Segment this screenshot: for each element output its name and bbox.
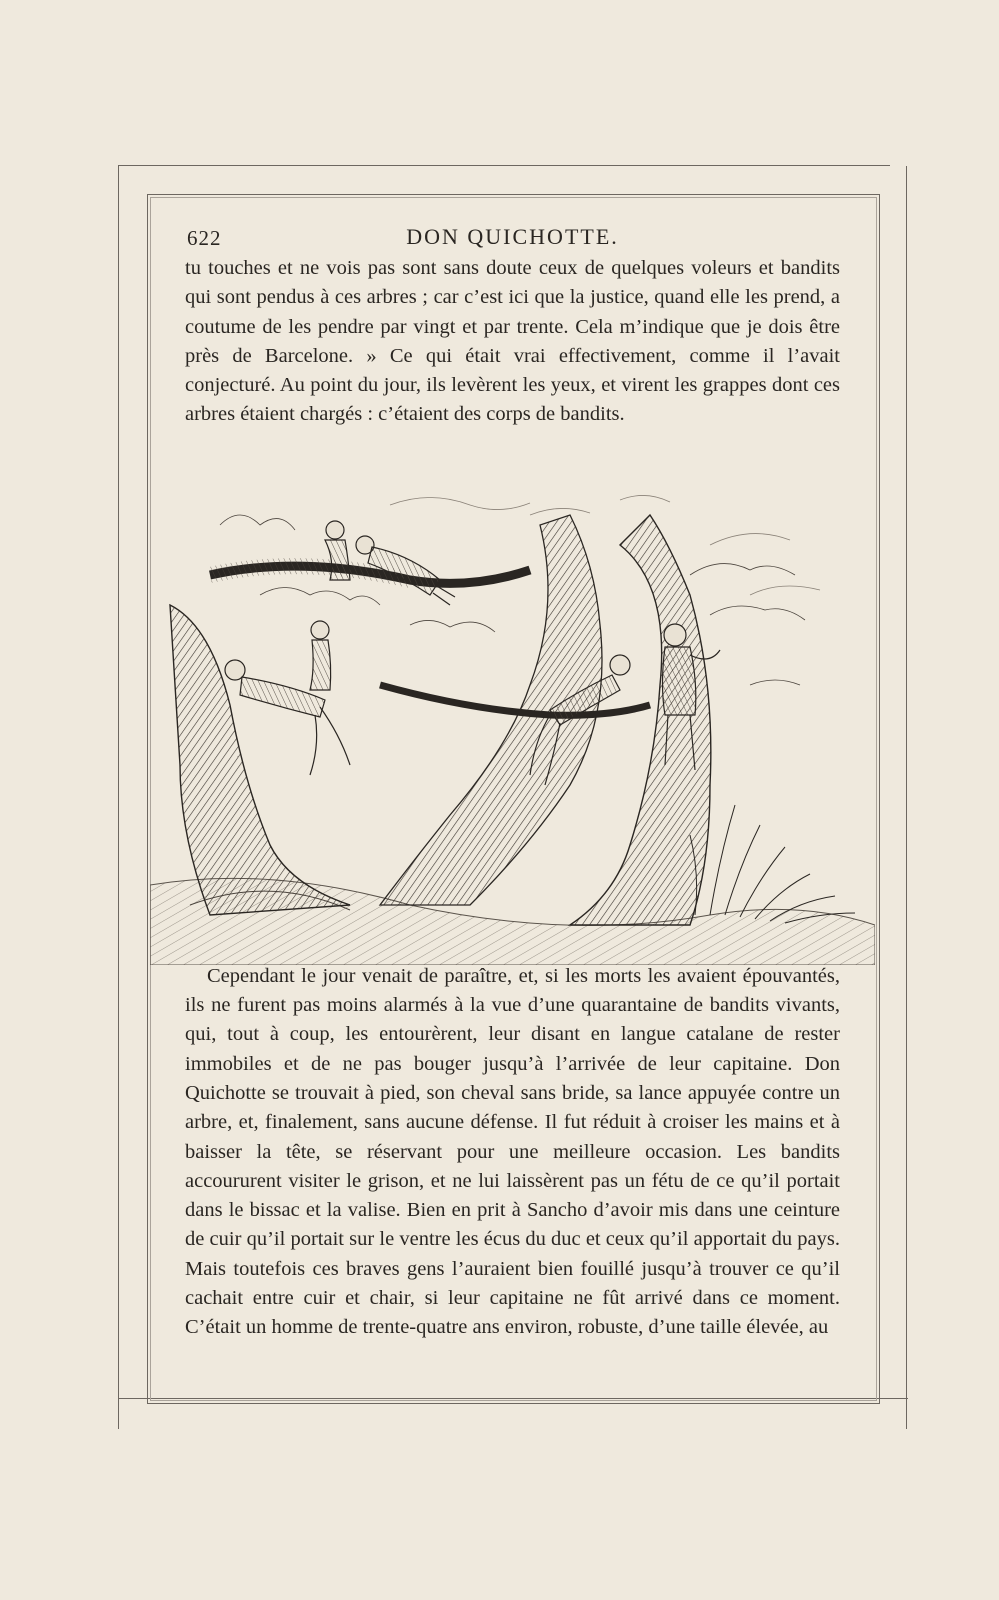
page-number: 622 bbox=[187, 226, 222, 250]
hanging-figure-3 bbox=[225, 660, 350, 775]
hanging-figure-4 bbox=[310, 621, 331, 690]
engraving-illustration bbox=[150, 485, 875, 965]
grass-tufts bbox=[690, 805, 855, 923]
paragraph-2: Cependant le jour venait de paraître, et, si les morts les avaient épouvantés, ils ne furent pas moins alarmés à la vue d’une quarantaine de bandits vivants, qui, tout à coup, les entourèrent, leur disant en langue catalane de rester immobiles et de ne pas bouger jusqu’à l’arrivée de leur capitaine. Don Quichotte se trouvait à pied, son cheval sans bride, sa lance appuyée contre un arbre, et, finalement, sans aucune défense. Il fut réduit à croiser les mains et à baisser la tête, se réservant pour une meilleure occasion. Les bandits accoururent visiter le grison, et ne lui laissèrent pas un fétu de ce qu’il portait dans le bissac et la valise. Bien en prit à Sancho d’avoir mis dans une ceinture de cuir qu’il portait sur le ventre les écus du duc et ceux qu’il apportait du pays. Mais toutefois ces braves gens l’auraient bien fouillé jusqu’à trouver ce qu’il cachait entre cuir et chair, si leur capitaine ne fût arrivé dans ce moment. C’était un homme de trente-quatre ans environ, robuste, d’une taille élevée, au bbox=[185, 964, 840, 1339]
paragraph-1: tu touches et ne vois pas sont sans doute ceux de quelques voleurs et bandits qui sont pendus à ces arbres ; car c’est ici que la justice, quand elle les prend, a coutume de les pendre par vingt et par trente. Cela m’indique que je dois être près de Barcelone. » Ce qui était vrai effectivement, comme il l’avait conjecturé. Au point du jour, ils levèrent les yeux, et virent les grappes dont ces arbres étaient chargés : c’étaient des corps de bandits. bbox=[185, 257, 840, 426]
page-header bbox=[185, 220, 840, 254]
foliage bbox=[220, 515, 805, 685]
running-head: DON QUICHOTTE. bbox=[406, 224, 619, 249]
top-outer-rule bbox=[118, 165, 890, 166]
